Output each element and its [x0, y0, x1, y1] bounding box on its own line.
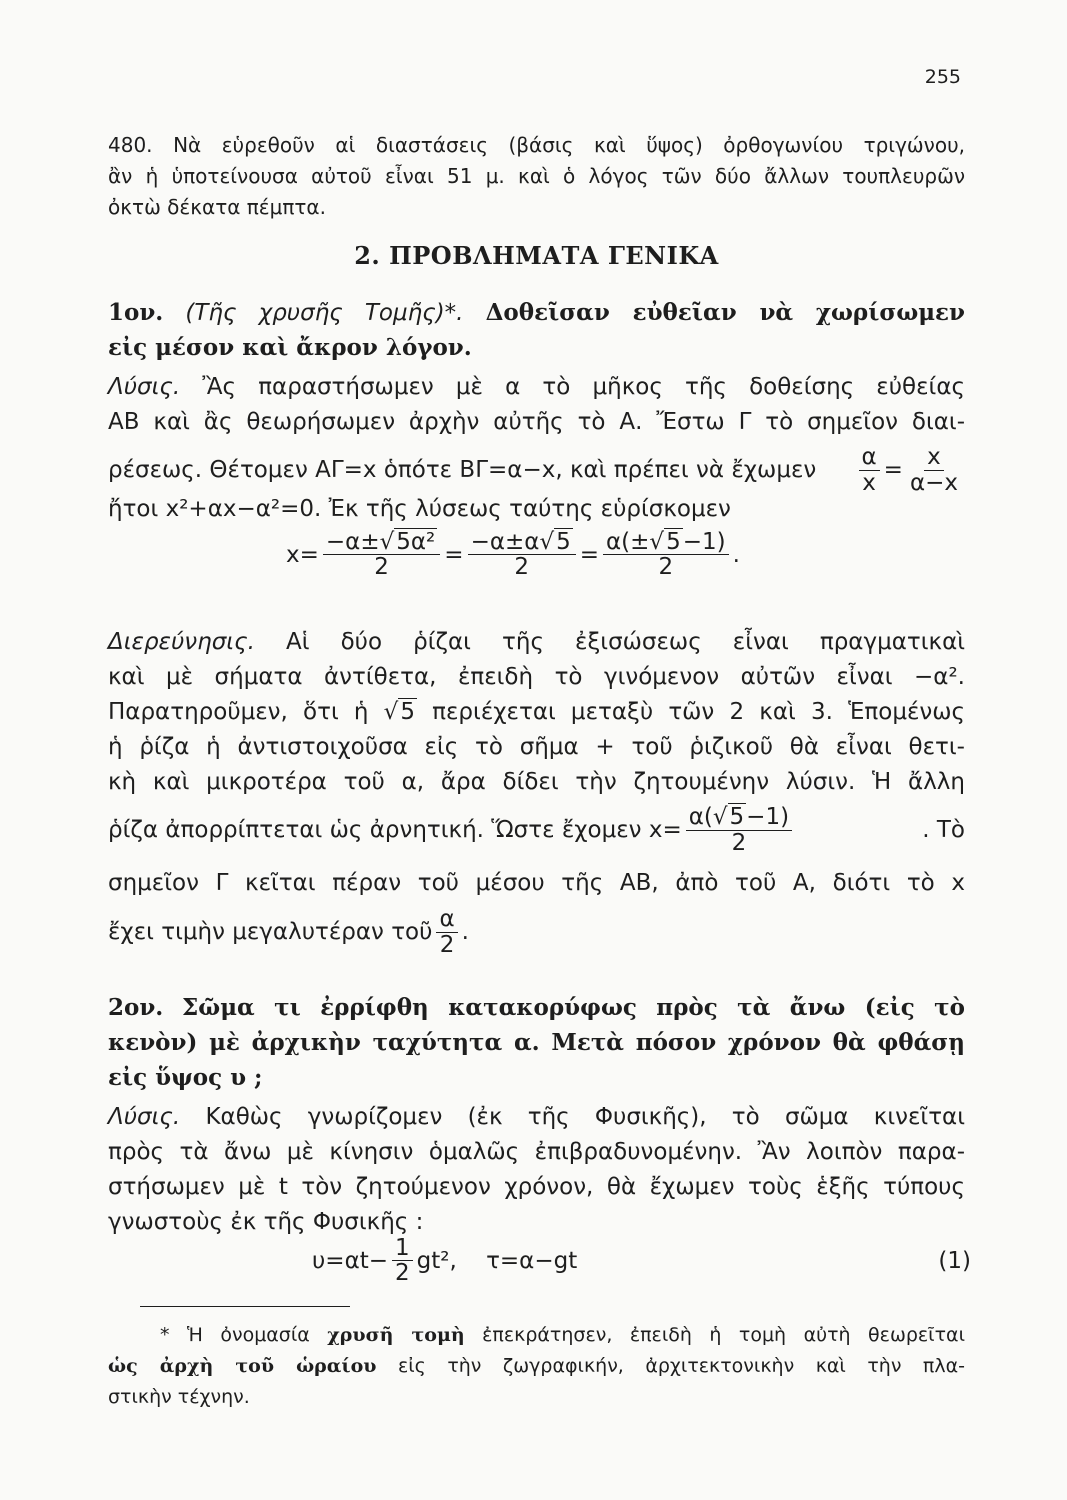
denominator: α−x	[909, 469, 958, 496]
problem-2-heading	[108, 990, 965, 1026]
positive-root-expression	[108, 805, 796, 854]
solution-label: Λύσις.	[108, 1104, 181, 1130]
denominator: 2	[731, 829, 747, 856]
page-number: 255	[924, 66, 961, 88]
discussion-line-5: κὴ καὶ μικροτέρα τοῦ α, ἄρα δίδει τὴν ζητουμένην λύσιν. Ἡ ἄλλη	[108, 769, 965, 795]
numerator: −α±√5α²	[323, 530, 440, 555]
term: −α±α	[470, 529, 540, 555]
radicand: 5	[400, 699, 415, 725]
problem-2-solution-line-3: στήσωμεν μὲ t τὸν ζητούμενον χρόνον, θὰ ἔχωμεν τοὺς ἑξῆς τύπους	[108, 1174, 965, 1200]
fraction	[686, 805, 792, 854]
section-title: 2. ΠΡΟΒΛΗΜΑΤΑ ΓΕΝΙΚΑ	[354, 241, 719, 270]
discussion-text: περιέχεται μεταξὺ τῶν 2 καὶ 3. Ἑπομένως	[432, 699, 966, 725]
problem-480-line-1: 480. Νὰ εὑρεθοῦν αἱ διαστάσεις (βάσις καὶ ὕψος) ὀρθογωνίου τριγώνου,	[108, 133, 965, 157]
problem-1-solution-line-4: ἤτοι x²+αx−α²=0. Ἐκ τῆς λύσεως ταύτης εὑρίσκομεν	[108, 496, 731, 522]
problem-1-solution-line-1	[108, 370, 965, 405]
fraction	[323, 530, 440, 579]
variable-x: x=	[286, 541, 319, 568]
problem-1-number: 1ον.	[108, 299, 164, 326]
denominator: 2	[514, 554, 529, 581]
numerator: −α±α√5	[468, 530, 576, 555]
ratio-equation	[855, 445, 966, 494]
period: .	[461, 918, 469, 945]
discussion-line-1	[108, 625, 965, 660]
discussion-line-3	[108, 695, 965, 730]
fraction	[392, 1236, 413, 1285]
equals-sign: =	[444, 541, 464, 568]
footnote-text: Ἡ ὀνομασία	[186, 1324, 310, 1346]
footnote-bold-term: χρυσῆ τομὴ	[327, 1324, 465, 1346]
discussion-text: Αἱ δύο ῥίζαι τῆς ἐξισώσεως εἶναι πραγματικαὶ	[285, 629, 966, 655]
solution-text: Ἂς παραστήσωμεν μὲ α τὸ μῆκος τῆς δοθείσης εὐθείας	[202, 374, 965, 400]
footnote-text: ἐπεκράτησεν, ἐπειδὴ ἡ τομὴ αὐτὴ θεωρεῖται	[482, 1324, 966, 1346]
fraction	[907, 445, 961, 494]
denominator: 2	[374, 554, 389, 581]
discussion-line-6	[108, 800, 965, 860]
problem-2-statement-line-2: κενὸν) μὲ ἀρχικὴν ταχύτητα α. Μετὰ πόσον χρόνον θὰ φθάσῃ	[108, 1029, 965, 1056]
numerator: α(√5−1)	[686, 805, 792, 830]
term: −1)	[746, 804, 790, 831]
term: α(±	[606, 529, 650, 555]
discussion-text: ἔχει τιμὴν μεγαλυτέραν τοῦ	[108, 918, 433, 945]
problem-2-solution-line-2: πρὸς τὰ ἄνω μὲ κίνησιν ὁμαλῶς ἐπιβραδυνομένην. Ἂν λοιπὸν παρα-	[108, 1139, 965, 1165]
kinematics-equations	[312, 1236, 577, 1285]
problem-480-line-2: ἂν ἡ ὑποτείνουσα αὐτοῦ εἶναι 51 μ. καὶ ὁ λόγος τῶν δύο ἄλλων τουπλευρῶν	[108, 164, 965, 188]
problem-1-italic-title: (Τῆς χρυσῆς Τομῆς)*.	[185, 300, 464, 326]
numerator: α	[859, 445, 880, 470]
problem-2-statement: Σῶμα τι ἐρρίφθη κατακορύφως πρὸς τὰ ἄνω (εἰς τὸ	[182, 994, 965, 1021]
footnote-line-2	[108, 1351, 965, 1382]
discussion-label: Διερεύνησις.	[108, 629, 255, 655]
equation-text: υ=αt−	[312, 1247, 389, 1274]
problem-480-line-3: ὀκτὼ δέκατα πέμπτα.	[108, 195, 326, 219]
footnote-divider	[140, 1306, 350, 1307]
footnote-bold-term: ὡς ἀρχὴ τοῦ ὡραίου	[108, 1355, 377, 1377]
discussion-text: Παρατηροῦμεν, ὅτι ἡ	[108, 699, 369, 725]
problem-2-statement-line-3: εἰς ὕψος υ ;	[108, 1064, 263, 1091]
equation-text: gt², τ=α−gt	[416, 1247, 578, 1274]
numerator: α	[436, 907, 457, 932]
discussion-text: . Τὸ	[922, 816, 965, 843]
footnote-star: *	[160, 1324, 170, 1346]
footnote	[108, 1320, 965, 1413]
problem-1-heading	[108, 295, 965, 331]
fraction	[859, 445, 880, 494]
footnote-text: εἰς τὴν ζωγραφικήν, ἀρχιτεκτονικὴν καὶ τὴν πλα-	[397, 1355, 965, 1377]
discussion-line-4: ἡ ῥίζα ἡ ἀντιστοιχοῦσα εἰς τὸ σῆμα + τοῦ ῥιζικοῦ θὰ εἶναι θετι-	[108, 734, 965, 760]
footnote-line-3: στικὴν τέχνην.	[108, 1386, 250, 1408]
fraction	[603, 530, 729, 579]
equals-sign: =	[883, 456, 903, 483]
discussion-line-2: καὶ μὲ σήματα ἀντίθετα, ἐπειδὴ τὸ γινόμενον αὐτῶν εἶναι −α².	[108, 664, 965, 690]
discussion-line-8	[108, 902, 965, 962]
period: .	[732, 541, 740, 568]
radicand: 5	[729, 804, 745, 831]
problem-1-solution-line-2: ΑΒ καὶ ἂς θεωρήσωμεν ἀρχὴν αὐτῆς τὸ Α. Ἔστω Γ τὸ σημεῖον διαι-	[108, 409, 965, 435]
denominator: 2	[439, 931, 455, 958]
square-root: √5	[383, 699, 415, 725]
problem-2-number: 2ον.	[108, 994, 164, 1021]
numerator: 1	[392, 1236, 413, 1261]
fraction	[468, 530, 576, 579]
denominator: 2	[395, 1260, 410, 1287]
discussion-text: ῥίζα ἀπορρίπτεται ὡς ἀρνητική. Ὥστε ἔχομεν x=	[108, 816, 682, 843]
term: −α±	[325, 529, 380, 555]
solution-text: Καθὼς γνωρίζομεν (ἐκ τῆς Φυσικῆς), τὸ σῶμα κινεῖται	[205, 1104, 965, 1130]
problem-2-solution-line-4: γνωστοὺς ἐκ τῆς Φυσικῆς :	[108, 1209, 424, 1235]
equation-label: (1)	[938, 1248, 971, 1274]
radicand: 5	[666, 529, 681, 555]
solution-text: ρέσεως. Θέτομεν ΑΓ=x ὁπότε ΒΓ=α−x, καὶ πρέπει νὰ ἔχωμεν	[108, 456, 817, 483]
radicand: 5α²	[396, 529, 436, 555]
radicand: 5	[556, 529, 571, 555]
problem-1-solution-line-3	[108, 440, 965, 500]
problem-1-bold-statement: Δοθεῖσαν εὐθεῖαν νὰ χωρίσωμεν	[485, 299, 965, 326]
denominator: 2	[658, 554, 674, 581]
equals-sign: =	[579, 541, 600, 568]
footnote-line-1	[108, 1320, 965, 1351]
term: −1)	[682, 529, 726, 555]
discussion-line-7: σημεῖον Γ κεῖται πέραν τοῦ μέσου τῆς ΑΒ, ἀπὸ τοῦ Α, διότι τὸ x	[108, 870, 965, 896]
problem-1-statement-line-2: εἰς μέσον καὶ ἄκρον λόγον.	[108, 334, 472, 361]
numerator: α(±√5−1)	[603, 530, 729, 555]
problem-2-solution-line-1	[108, 1100, 965, 1135]
fraction	[436, 907, 457, 956]
term: α(	[688, 804, 713, 831]
solution-label: Λύσις.	[108, 374, 181, 400]
quadratic-solution-formula	[286, 530, 740, 579]
numerator: x	[924, 445, 944, 470]
denominator: x	[862, 469, 876, 496]
